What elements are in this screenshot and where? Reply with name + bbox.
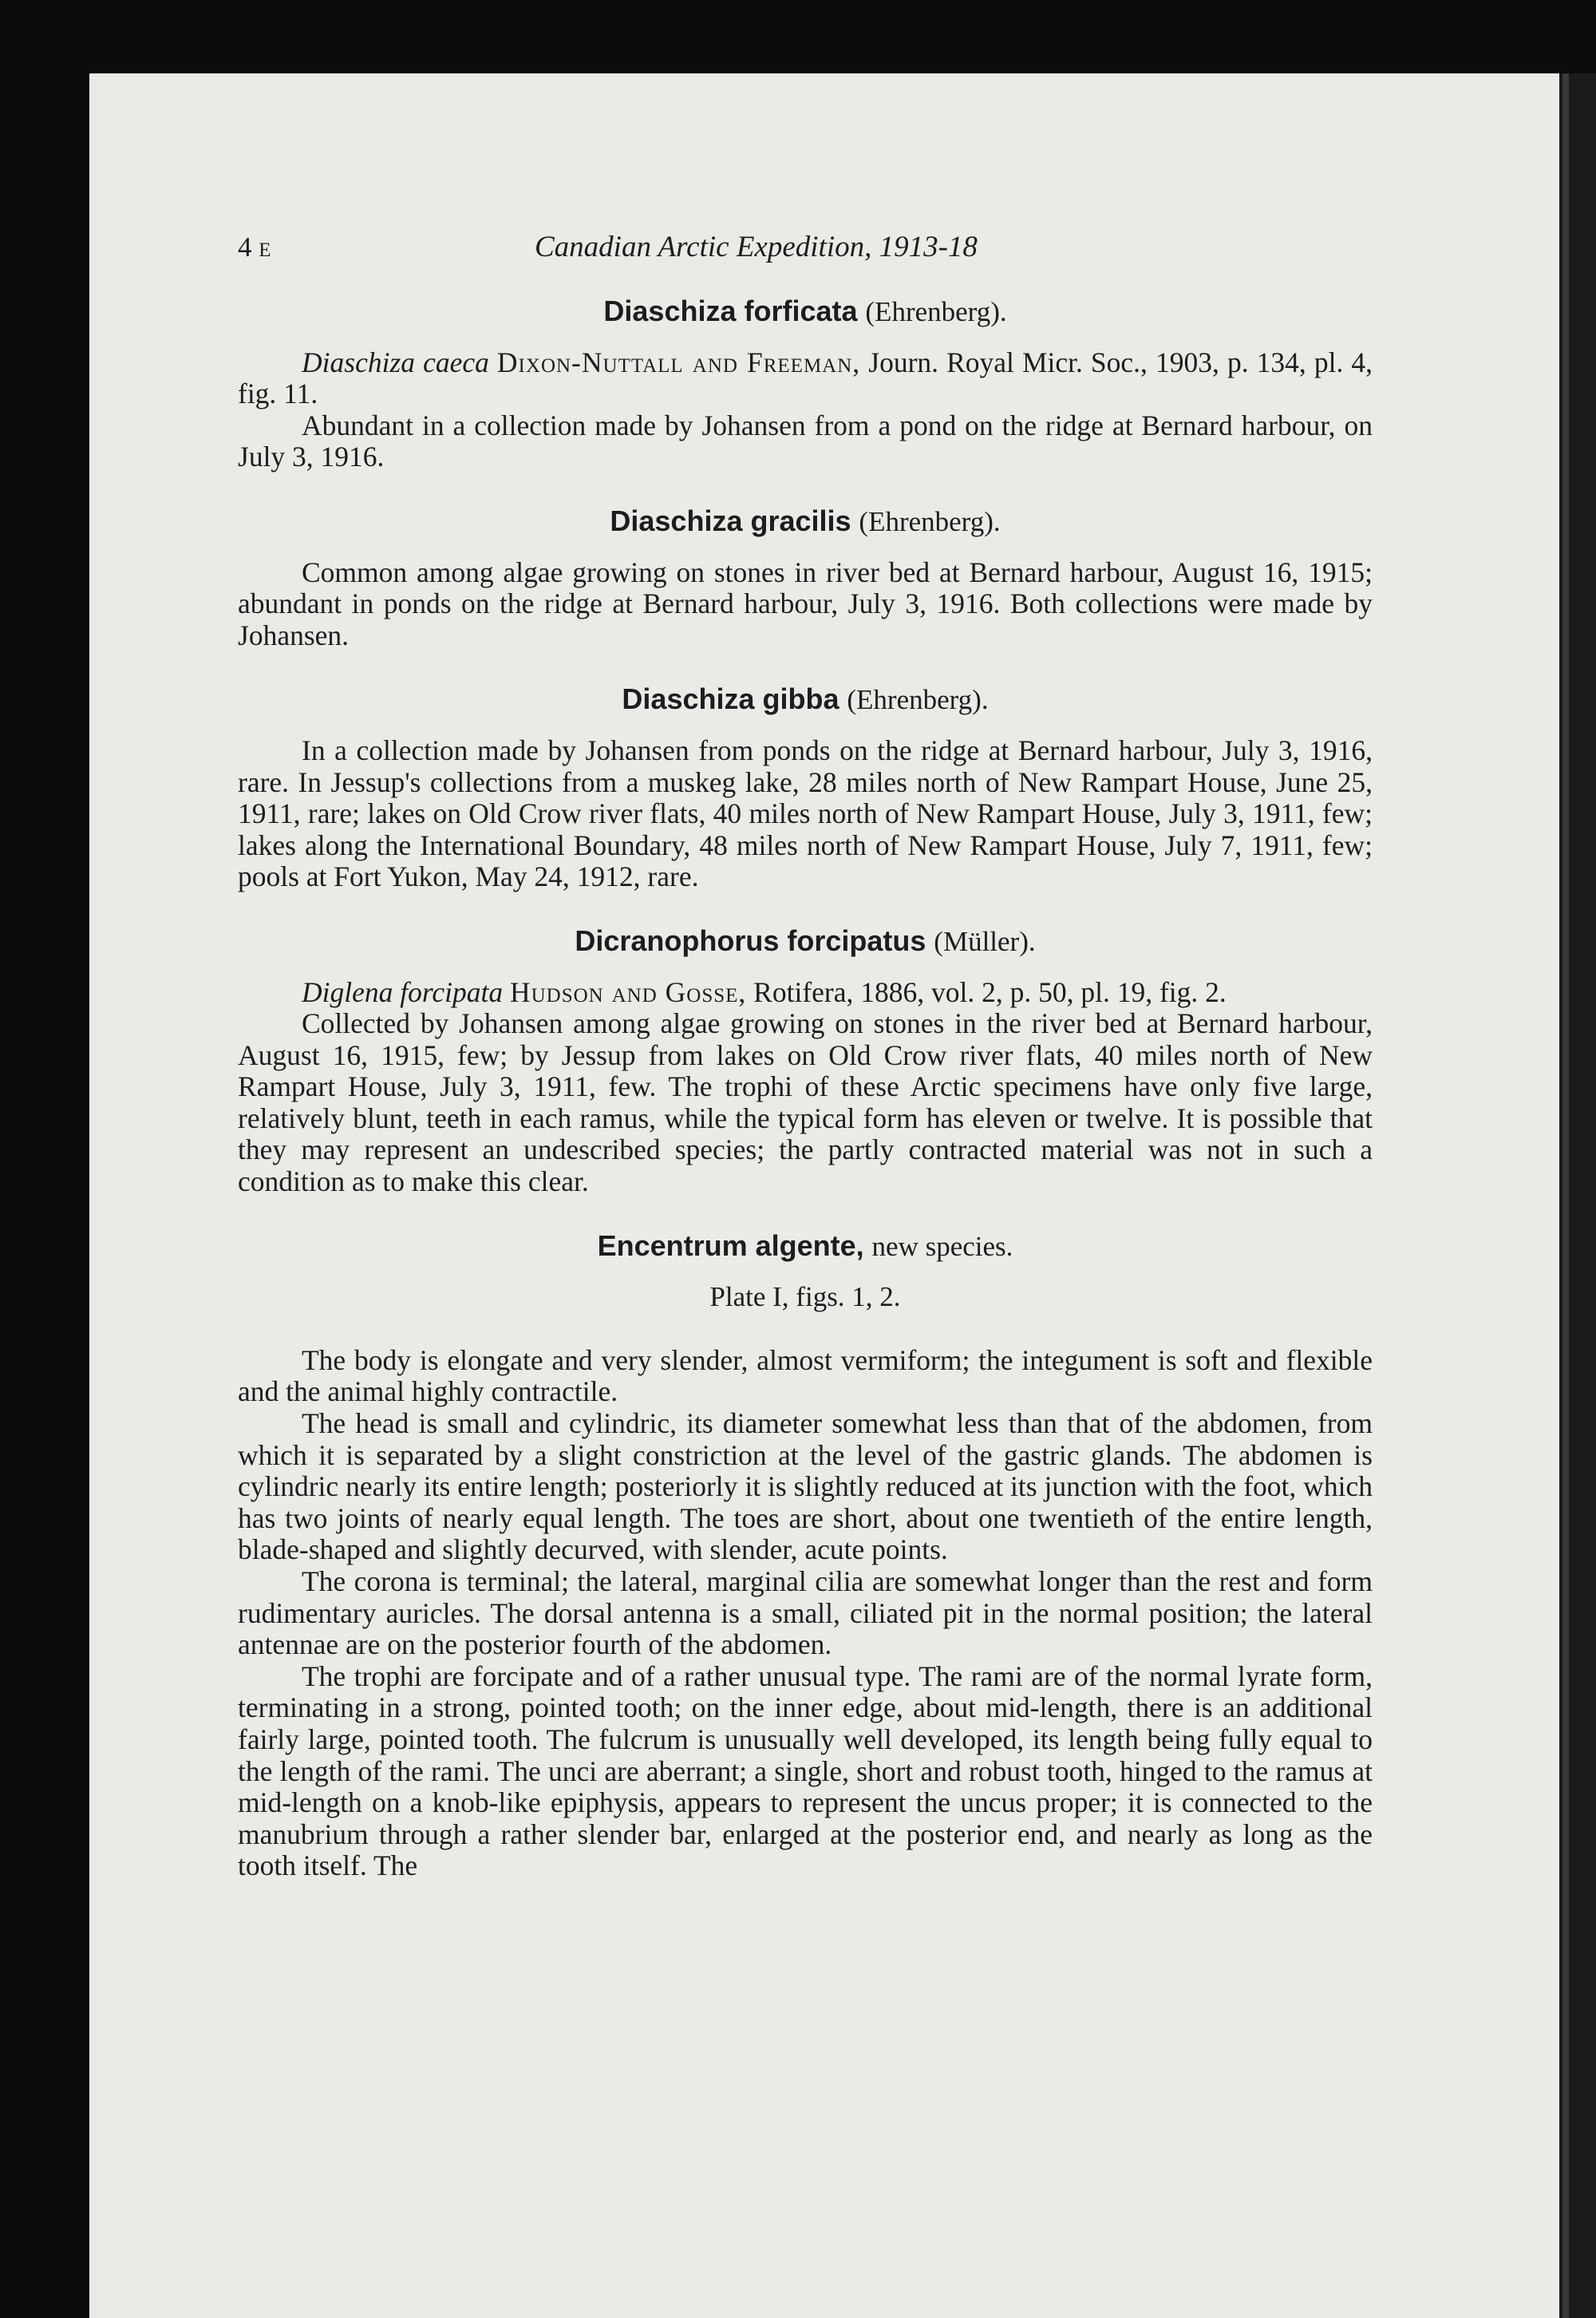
- synonym-citation: Journ. Royal Micr. Soc., 1903, p. 134, pl. 4, fig. 11.: [238, 346, 1373, 410]
- paragraph: The trophi are forcipate and of a rather unusual type. The rami are of the normal lyrate form, terminating in a strong, pointed tooth; on the inner edge, about mid-length, there is an additional fairly large, pointed tooth. The fulcrum is unusually well developed, its length being fully equal to the length of the rami. The unci are aberrant; a single, short and robust tooth, hinged to the ramus at mid-length on a knob-like epiphysis, appears to represent the uncus proper; it is connected to the manubrium through a rather slender bar, enlarged at the posterior end, and nearly as long as the tooth itself. The: [238, 1659, 1373, 1882]
- synonym-reference: [238, 347, 1373, 410]
- synonym-reference: [238, 977, 1373, 1009]
- page-number: [238, 231, 271, 267]
- species-name: Diaschiza forficata: [603, 295, 858, 327]
- species-heading-forcipatus: [238, 925, 1373, 958]
- species-heading-gracilis: [238, 505, 1373, 538]
- synonym-authors: Hudson and Gosse,: [509, 975, 747, 1008]
- plate-reference: Plate I, figs. 1, 2.: [709, 1281, 901, 1313]
- page-header: [238, 231, 1373, 263]
- species-authority: (Ehrenberg).: [865, 296, 1007, 327]
- species-heading-forficata: [238, 295, 1373, 328]
- synonym-name: Diglena forcipata: [302, 975, 504, 1008]
- species-authority: new species.: [871, 1230, 1013, 1262]
- species-name: Dicranophorus forcipatus: [575, 924, 926, 957]
- running-title: Canadian Arctic Expedition, 1913-18: [535, 231, 978, 263]
- species-name: Diaschiza gracilis: [610, 504, 851, 537]
- paragraph: Abundant in a collection made by Johansen from a pond on the ridge at Bernard harbour, on July 3, 1916.: [238, 409, 1373, 473]
- paragraph: The corona is terminal; the lateral, marginal cilia are somewhat longer than the rest and form rudimentary auricles. The dorsal antenna is a small, ciliated pit in the normal position; the lateral antennae are on the posterior fourth of the abdomen.: [238, 1565, 1373, 1661]
- species-authority: (Ehrenberg).: [859, 505, 1001, 537]
- paragraph: In a collection made by Johansen from ponds on the ridge at Bernard harbour, July 3, 1916, rare. In Jessup's collections from a muskeg lake, 28 miles north of New Rampart House, June 25, 1911, rare; lakes on Old Crow river flats, 40 miles north of New Rampart House, July 3, 1911, few; lakes along the International Boundary, 48 miles north of New Rampart House, July 7, 1911, few; pools at Fort Yukon, May 24, 1912, rare.: [238, 734, 1373, 893]
- page-text: [238, 231, 1373, 1882]
- species-authority: (Ehrenberg).: [847, 684, 989, 716]
- species-authority: (Müller).: [934, 925, 1036, 957]
- synonym-name: Diaschiza caeca: [302, 346, 489, 378]
- species-heading-gibba: [238, 683, 1373, 716]
- species-name: Diaschiza gibba: [622, 682, 839, 716]
- synonym-authors: Dixon-Nuttall and Freeman,: [496, 346, 861, 378]
- species-name: Encentrum algente,: [597, 1228, 864, 1262]
- paragraph: The body is elongate and very slender, almost vermiform; the integument is soft and flexible and the animal highly contractile.: [238, 1343, 1373, 1408]
- synonym-citation: Rotifera, 1886, vol. 2, p. 50, pl. 19, fig. 2.: [753, 975, 1227, 1008]
- paragraph: Common among algae growing on stones in river bed at Bernard harbour, August 16, 1915; abundant in ponds on the ridge at Bernard harbour, July 3, 1916. Both collections were made by Johansen.: [238, 556, 1373, 651]
- page-number-value: 4: [238, 231, 252, 263]
- paragraph: The head is small and cylindric, its diameter somewhat less than that of the abdomen, from which it is separated by a slight constriction at the level of the gastric glands. The abdomen is cylindric nearly its entire length; posteriorly it is slightly reduced at its junction with the foot, which has two joints of nearly equal length. The toes are short, about one twentieth of the entire length, blade-shaped and slightly decurved, with slender, acute points.: [238, 1407, 1373, 1566]
- page-number-suffix: E: [259, 239, 271, 261]
- adjacent-page-edge: [1559, 73, 1596, 2318]
- species-heading-algente: [238, 1230, 1373, 1263]
- paragraph: Collected by Johansen among algae growing on stones in the river bed at Bernard harbour, August 16, 1915, few; by Jessup from lakes on Old Crow river flats, 40 miles north of New Rampart House, July 3, 1911, few. The trophi of these Arctic specimens have only five large, relatively blunt, teeth in each ramus, while the typical form has eleven or twelve. It is possible that they may represent an undescribed species; the partly contracted material was not in such a condition as to make this clear.: [238, 1007, 1373, 1198]
